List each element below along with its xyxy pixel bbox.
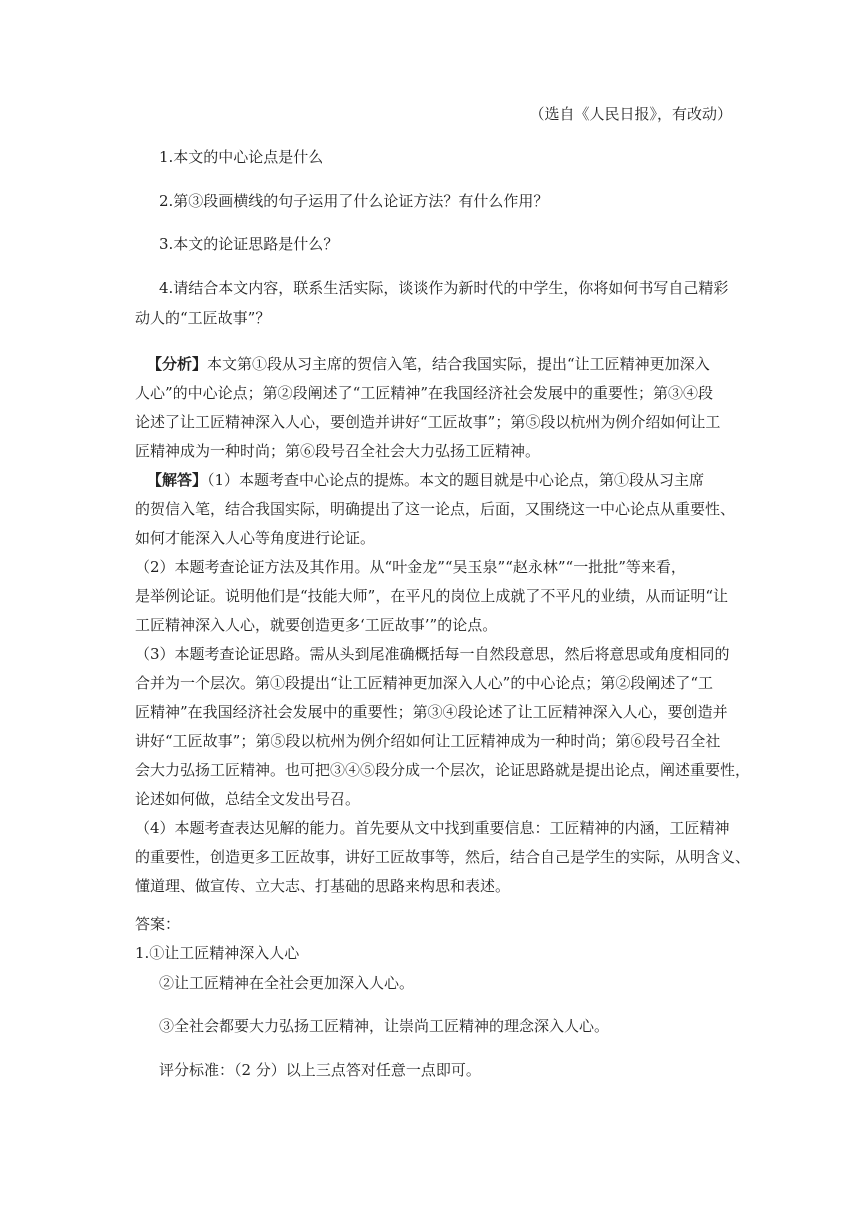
source-citation: （选自《人民日报》，有改动） [529,105,732,123]
explain-line: （2）本题考查论证方法及其作用。从“叶金龙”“吴玉泉”“赵永林”“一批批”等来看， [135,558,686,576]
analysis-line: 本文第①段从习主席的贺信入笔，结合我国实际，提出“让工匠精神更加深入 [207,355,710,373]
explain-line: 是举例论证。说明他们是“技能大师”，在平凡的岗位上成就了不平凡的业绩，从而证明“让 [135,587,729,605]
explain-line: 工匠精神深入人心，就要创造更多‘工匠故事’”的论点。 [135,616,498,634]
explain-line: 如何才能深入人心等角度进行论证。 [135,529,376,547]
question-2: 2.第③段画横线的句子运用了什么论证方法？有什么作用？ [159,192,549,210]
analysis-line: 人心”的中心论点；第②段阐述了“工匠精神”在我国经济社会发展中的重要性；第③④段 [135,384,714,402]
explain-line: （4）本题考查表达见解的能力。首先要从文中找到重要信息：工匠精神的内涵，工匠精神 [135,819,730,837]
explain-line: 的重要性，创造更多工匠故事，讲好工匠故事等，然后，结合自己是学生的实际，从明含义、 [135,848,751,866]
explain-line: 合并为一个层次。第①段提出“让工匠精神更加深入人心”的中心论点；第②段阐述了“工 [135,674,714,692]
explain-line: 匠精神”在我国经济社会发展中的重要性；第③④段论述了让工匠精神深入人心，要创造并 [135,703,728,721]
scoring-criteria: 评分标准：（2 分）以上三点答对任意一点即可。 [159,1061,481,1079]
explain-line: （1）本题考查中心论点的提炼。本文的题目就是中心论点，第①段从习主席 [207,471,705,489]
answers-label: 答案： [135,915,181,933]
answer-explain-section [135,466,751,901]
analysis-label: 【分析】 [147,355,208,373]
answer-1: 1.①让工匠精神深入人心 [135,944,300,962]
question-4-cont: 动人的“工匠故事”？ [135,309,271,327]
answer-explain-label: 【解答】 [147,471,208,489]
explain-line: 论述如何做，总结全文发出号召。 [135,790,361,808]
explain-line: 会大力弘扬工匠精神。也可把③④⑤段分成一个层次，论证思路就是提出论点，阐述重要性， [135,761,751,779]
answer-item: ②让工匠精神在全社会更加深入人心。 [159,974,415,992]
question-4: 4.请结合本文内容，联系生活实际，谈谈作为新时代的中学生，你将如何书写自己精彩 [159,279,729,297]
analysis-line: 论述了让工匠精神深入人心，要创造并讲好“工匠故事”；第⑤段以杭州为例介绍如何让工 [135,413,721,431]
explain-line: 的贺信入笔，结合我国实际，明确提出了这一论点，后面，又围绕这一中心论点从重要性、 [135,500,736,518]
question-1: 1.本文的中心论点是什么 [159,148,324,166]
answer-item: ③全社会都要大力弘扬工匠精神，让崇尚工匠精神的理念深入人心。 [159,1017,610,1035]
analysis-section [135,350,731,466]
explain-line: 讲好“工匠故事”；第⑤段以杭州为例介绍如何让工匠精神成为一种时尚；第⑥段号召全社 [135,732,721,750]
explain-line: （3）本题考查论证思路。需从头到尾准确概括每一自然段意思，然后将意思或角度相同的 [135,645,730,663]
question-3: 3.本文的论证思路是什么？ [159,235,339,253]
analysis-line: 匠精神成为一种时尚；第⑥段号召全社会大力弘扬工匠精神。 [135,442,541,460]
explain-line: 懂道理、做宣传、立大志、打基础的思路来构思和表述。 [135,877,511,895]
